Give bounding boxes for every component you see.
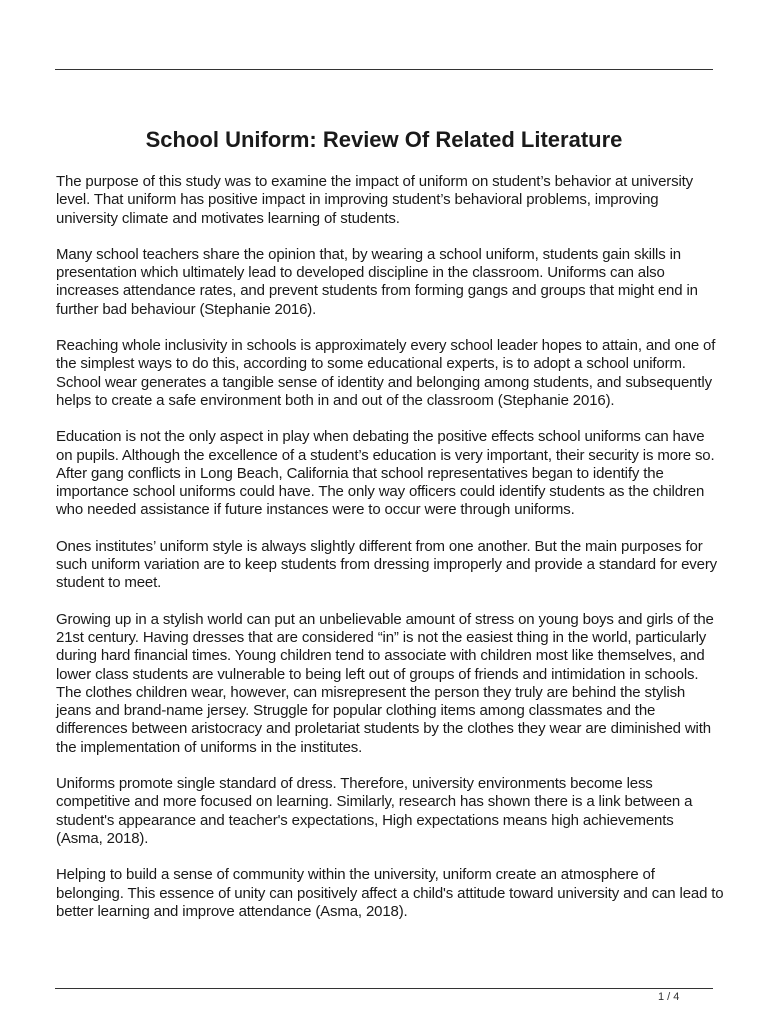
paragraph-4: Education is not the only aspect in play when debating the positive effects school uniforms can have on pupils. Although the excellence of a student’s education is very important, their security is more so. After gang conflicts in Long Beach, California that school representatives began to identify the importance school uniforms could have. The only way officers could identify students as the children who needed assistance if future instances were to occur were through uniforms. (56, 428, 715, 519)
paragraph-8: Helping to build a sense of community within the university, uniform create an atmosphere of belonging. This essence of unity can positively affect a child's attitude toward university and can lead to better learning and improve attendance (Asma, 2018). (56, 866, 724, 920)
paragraph-6: Growing up in a stylish world can put an unbelievable amount of stress on young boys and girls of the 21st century. Having dresses that are considered “in” is not the easiest thing in the world, particularly during hard financial times. Young children tend to associate with children most like themselves, and lower class students are vulnerable to being left out of groups of friends and intimidation in schools. The clothes children wear, however, can misrepresent the person they truly are behind the stylish jeans and brand-name jersey. Struggle for popular clothing items among classmates and the differences between aristocracy and proletariat students by the clothes they wear are diminished with the implementation of uniforms in the institutes. (56, 610, 714, 756)
paragraph-2: Many school teachers share the opinion that, by wearing a school uniform, students gain skills in presentation which ultimately lead to developed discipline in the classroom. Uniforms can also increases attendance rates, and prevent students from forming gangs and groups that might end in further bad behaviour (Stephanie 2016). (56, 245, 698, 318)
header-rule (55, 69, 713, 70)
paragraph-3: Reaching whole inclusivity in schools is approximately every school leader hopes to attain, and one of the simplest ways to do this, according to some educational experts, is to adopt a school uniform. School wear generates a tangible sense of identity and belonging among students, and subsequently helps to create a safe environment both in and out of the classroom (Stephanie 2016). (56, 337, 716, 409)
paragraph-1: The purpose of this study was to examine the impact of uniform on student’s behavior at university level. That uniform has positive impact in improving student’s behavioral problems, improving university climate and motivates learning of students. (56, 173, 694, 227)
page-indicator: 1 / 4 (658, 991, 680, 1003)
document-body (56, 173, 724, 939)
paragraph-7: Uniforms promote single standard of dress. Therefore, university environments become less competitive and more focused on learning. Similarly, research has shown there is a link between a student's appearance and teacher's expectations, High expectations means high achievements (Asma, 2018). (56, 775, 693, 847)
paragraph-5: Ones institutes’ uniform style is always slightly different from one another. But the main purposes for such uniform variation are to keep students from dressing improperly and provide a standard for every student to meet. (56, 537, 718, 592)
document-title: School Uniform: Review Of Related Literature (145, 127, 623, 152)
footer-rule (55, 988, 713, 989)
